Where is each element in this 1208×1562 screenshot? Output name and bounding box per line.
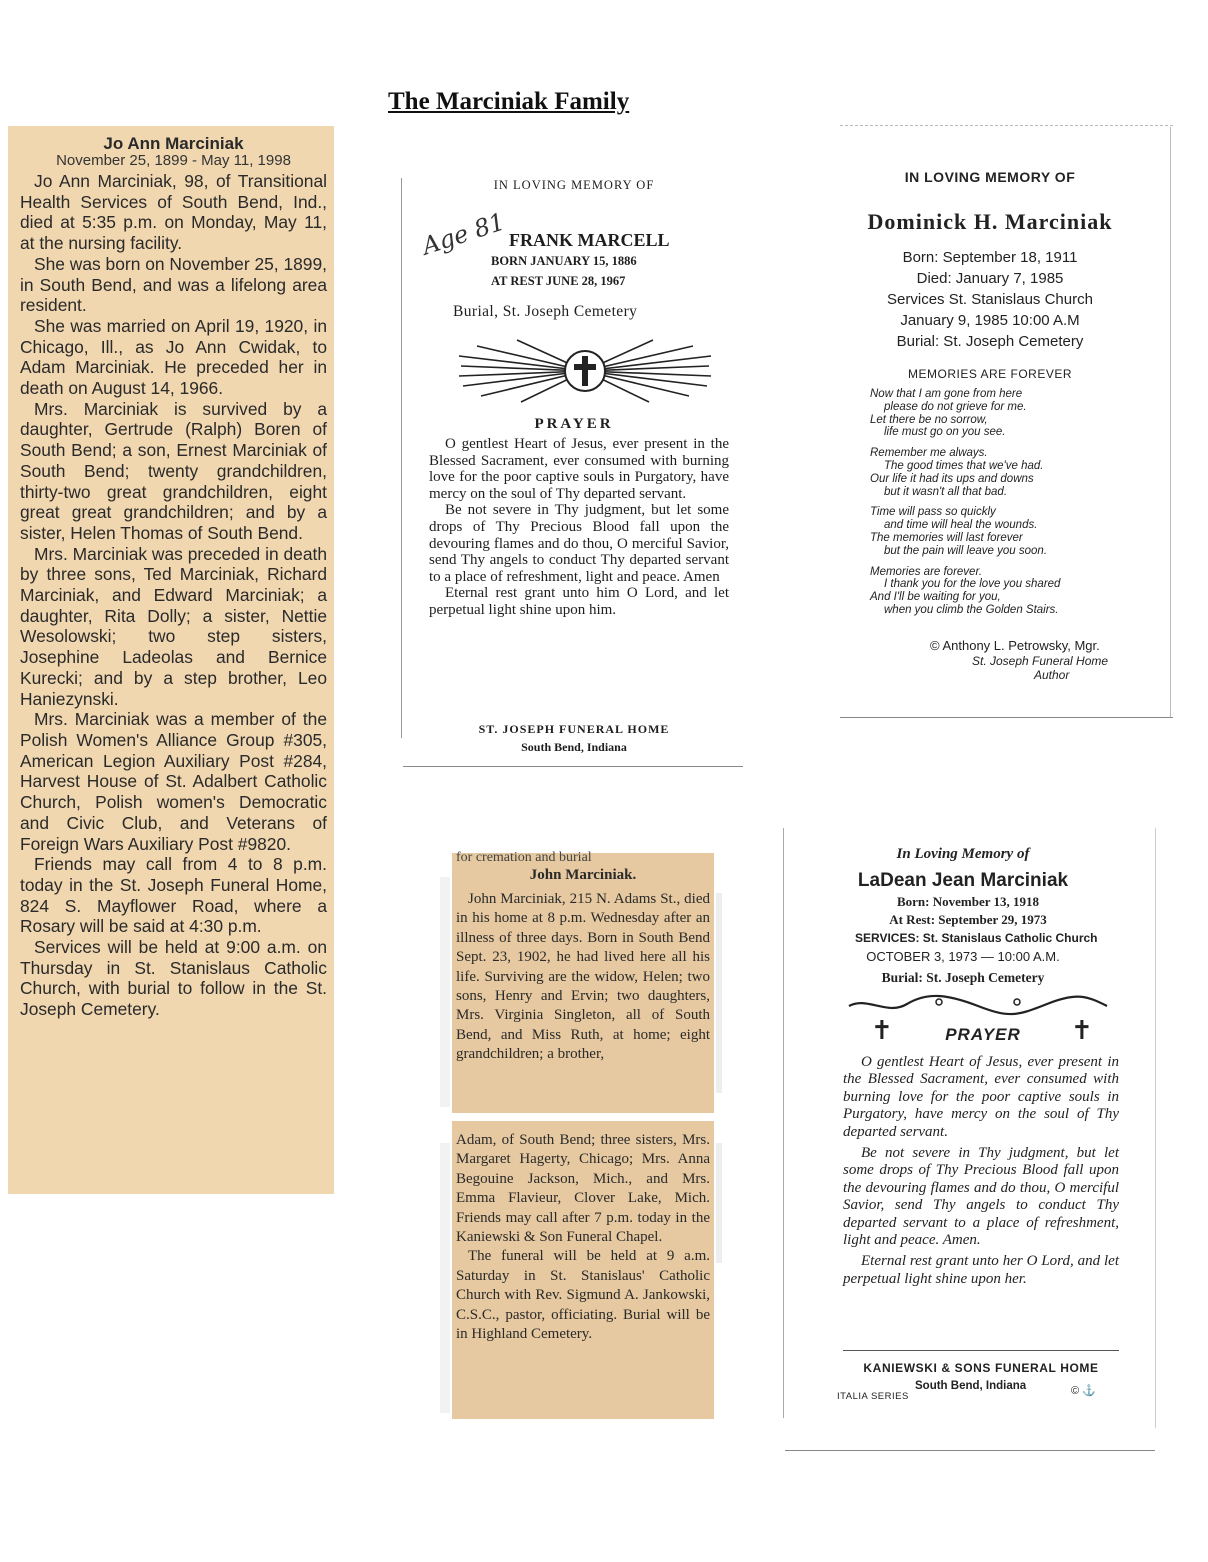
copyright-line: © Anthony L. Petrowsky, Mgr.	[930, 638, 1100, 653]
card-edge	[1155, 828, 1156, 1428]
divider	[843, 1350, 1119, 1351]
prayer-paragraph: Be not severe in Thy judgment, but let some drops of Thy Precious Blood fall upon the devouring flames and do thou, O merciful Savior, send Thy angels to conduct Thy departed servant to a place of refreshment, light and peace. Amen.	[843, 1145, 1119, 1249]
card-edge	[403, 766, 743, 767]
prayer-text	[843, 1054, 1119, 1292]
clipping-section	[452, 853, 714, 1113]
printer-logo-icon: © ⚓	[1071, 1385, 1096, 1397]
poem-title: MEMORIES ARE FOREVER	[907, 367, 1073, 381]
card-services: Services St. Stanislaus Church	[887, 291, 1093, 308]
card-born: BORN JANUARY 15, 1886	[491, 254, 637, 268]
author-label: Author	[1034, 668, 1070, 682]
prayer-paragraph: Be not severe in Thy judgment, but let some drops of Thy Precious Blood fall upon the devouring flames and do thou, O merciful Savior, send Thy angels to conduct Thy departed servant to a place of refreshment, light and peace. Amen	[429, 502, 729, 585]
poem-line: please do not grieve for me.	[884, 400, 1027, 413]
clipping-edge	[716, 1143, 722, 1263]
obituary-paragraph: She was married on April 19, 1920, in Chicago, Ill., as Jo Ann Cwidak, to Adam Marciniak. He preceded her in death on August 14, 1966.	[20, 315, 327, 399]
poem-line: Memories are forever.	[870, 565, 983, 578]
poem-line: Now that I am gone from here	[870, 388, 1023, 400]
card-heading: IN LOVING MEMORY OF	[904, 169, 1076, 185]
obituary-paragraph: She was born on November 25, 1899, in South Bend, and was a lifelong area resident.	[20, 253, 327, 316]
card-name: LaDean Jean Marciniak	[857, 870, 1069, 891]
obituary-jo-ann	[8, 126, 334, 1194]
card-rest: At Rest: September 29, 1973	[889, 912, 1047, 927]
card-burial: Burial: St. Joseph Cemetery	[896, 333, 1084, 350]
card-born: Born: September 18, 1911	[902, 249, 1078, 266]
series-label: ITALIA SERIES	[837, 1391, 909, 1402]
poem-line: The good times that we've had.	[884, 459, 1044, 472]
card-burial: Burial: St. Joseph Cemetery	[881, 970, 1045, 985]
poem-stanza	[870, 447, 1160, 498]
funeral-home: St. Joseph Funeral Home	[972, 654, 1109, 668]
obituary-paragraph: Mrs. Marciniak was preceded in death by three sons, Ted Marciniak, Richard Marciniak, and Edward Marciniak; a daughter, Rita Dolly; a sister, Nettie Wesolowski; two step sisters, Josephine Ladeolas and Bernice Kurecki; and by a step brother, Leo Haniezynski.	[20, 543, 327, 709]
clipping-cut-text: for cremation and burial	[456, 851, 592, 865]
poem-line: when you climb the Golden Stairs.	[884, 603, 1059, 616]
obituary-john	[440, 853, 720, 1421]
prayer-title: PRAYER	[534, 416, 614, 432]
obituary-paragraph: Mrs. Marciniak is survived by a daughter, Gertrude (Ralph) Boren of South Bend; a son, Ernest Marciniak of South Bend; twenty grandchildren, thirty-two great grandchildren, eight great great grandchildren; and by a sister, Helen Thomas of South Bend.	[20, 398, 327, 543]
cross-emblem-icon	[457, 336, 713, 406]
obituary-paragraph: Services will be held at 9:00 a.m. on Thursday in St. Stanislaus Catholic Church, with burial to follow in the St. Joseph Cemetery.	[20, 937, 327, 1020]
prayer-paragraph: Eternal rest grant unto her O Lord, and let perpetual light shine upon her.	[843, 1253, 1119, 1287]
card-heading: In Loving Memory of	[896, 846, 1030, 862]
funeral-home: ST. JOSEPH FUNERAL HOME	[478, 722, 670, 736]
card-service-date: January 9, 1985 10:00 A.M	[900, 312, 1080, 329]
poem-line: Time will pass so quickly	[870, 506, 996, 519]
poem	[870, 388, 1160, 625]
clipping-edge	[440, 877, 450, 1107]
card-service-date: OCTOBER 3, 1973 — 10:00 A.M.	[866, 949, 1060, 964]
poem-line: but the pain will leave you soon.	[884, 544, 1048, 557]
card-edge	[840, 125, 1173, 127]
funeral-home-city: South Bend, Indiana	[521, 740, 627, 754]
memorial-card-dominick	[840, 125, 1173, 735]
poem-line: but it wasn't all that bad.	[884, 485, 1008, 498]
poem-line: and time will heal the wounds.	[884, 519, 1038, 532]
card-details	[840, 247, 1140, 352]
card-rest: AT REST JUNE 28, 1967	[491, 274, 626, 288]
obituary-name: John Marciniak.	[529, 867, 637, 883]
poem-line: Remember me always.	[870, 447, 988, 460]
obituary-paragraph: Jo Ann Marciniak, 98, of Transitional Health Services of South Bend, Ind., died at 5:35 p.m. on Monday, May 11, at the nursing facility.	[20, 171, 327, 254]
prayer-paragraph: Eternal rest grant unto him O Lord, and let perpetual light shine upon him.	[429, 585, 729, 618]
card-died: Died: January 7, 1985	[916, 270, 1064, 287]
card-name: FRANK MARCELL	[509, 230, 670, 250]
card-heading: IN LOVING MEMORY OF	[493, 178, 655, 192]
poem-line: And I'll be waiting for you,	[870, 591, 1001, 604]
prayer-paragraph: O gentlest Heart of Jesus, ever present in the Blessed Sacrament, ever consumed with burning love for the poor captive souls in Purgatory, have mercy on the soul of Thy departed servant.	[843, 1054, 1119, 1140]
clipping-edge	[440, 1143, 450, 1413]
poem-stanza	[870, 566, 1160, 617]
card-edge	[785, 1450, 1155, 1451]
poem-stanza	[870, 506, 1160, 557]
card-services: SERVICES: St. Stanislaus Catholic Church	[855, 931, 1098, 945]
scroll-ornament-icon	[847, 994, 1109, 1016]
funeral-home-city: South Bend, Indiana	[915, 1380, 1027, 1392]
poem-line: Our life it had its ups and downs	[870, 472, 1034, 485]
poem-line: life must go on you see.	[884, 426, 1006, 439]
obituary-paragraph: The funeral will be held at 9 a.m. Saturday in St. Stanislaus' Catholic Church with Rev. Sigmund A. Jankowski, C.S.C., pastor, officiating. Burial will be in Highland Cemetery.	[456, 1248, 710, 1343]
obituary-paragraph: Friends may call from 4 to 8 p.m. today in the St. Joseph Funeral Home, 824 S. Mayflower Road, where a Rosary will be said at 4:30 p.m.	[20, 854, 327, 937]
poem-stanza	[870, 388, 1160, 439]
memorial-card-ladean	[783, 828, 1159, 1456]
handwritten-note: Age 81	[418, 207, 509, 261]
obituary-paragraph: Mrs. Marciniak was a member of the Polish Women's Alliance Group #305, American Legion Auxiliary Post #284, Harvest House of St. Adalbert Catholic Church, Polish women's Democratic and Civic Club, and Veterans of Foreign Wars Auxiliary Post #9820.	[20, 709, 327, 854]
obituary-paragraph: Adam, of South Bend; three sisters, Mrs. Margaret Hagerty, Chicago; Mrs. Anna Begouine Jackson, Mich., and Mrs. Emma Flavieur, Clover Lake, Mich. Friends may call after 7 p.m. today in the Kaniewski & Son Funeral Chapel.	[456, 1132, 710, 1246]
card-name: Dominick H. Marciniak	[867, 209, 1113, 234]
obituary-name: Jo Ann Marciniak	[103, 134, 244, 153]
prayer-text	[429, 436, 729, 619]
cross-icon: ✝	[871, 1016, 893, 1046]
funeral-home: KANIEWSKI & SONS FUNERAL HOME	[863, 1361, 1099, 1375]
obituary-dates: November 25, 1899 - May 11, 1998	[56, 152, 291, 169]
clipping-section	[452, 1121, 714, 1419]
obituary-paragraph: John Marciniak, 215 N. Adams St., died in his home at 8 p.m. Wednesday after an illness of three days. Born in South Bend Sept. 23, 1902, he had lived here all his life. Surviving are the widow, Helen; two sons, Henry and Ervin; two daughters, Mrs. Virginia Singleton, all of South Bend, and Miss Ruth, at home; eight grandchildren; a brother,	[456, 891, 710, 1063]
card-born: Born: November 13, 1918	[896, 894, 1040, 909]
poem-line: I thank you for the love you shared	[884, 578, 1061, 591]
poem-line: The memories will last forever	[870, 531, 1023, 544]
clipping-edge	[716, 893, 722, 1093]
cross-icon: ✝	[1071, 1016, 1093, 1046]
memorial-card-frank	[401, 178, 747, 766]
poem-line: Let there be no sorrow,	[870, 413, 988, 426]
prayer-paragraph: O gentlest Heart of Jesus, ever present in the Blessed Sacrament, ever consumed with burning love for the poor captive souls in Purgatory, have mercy on the soul of Thy departed servant.	[429, 436, 729, 502]
card-edge	[840, 717, 1173, 718]
prayer-title: PRAYER	[945, 1025, 1021, 1044]
page-title: The Marciniak Family	[388, 88, 630, 115]
card-edge	[1170, 127, 1171, 717]
card-burial: Burial, St. Joseph Cemetery	[453, 303, 638, 320]
card-edge	[401, 178, 402, 738]
